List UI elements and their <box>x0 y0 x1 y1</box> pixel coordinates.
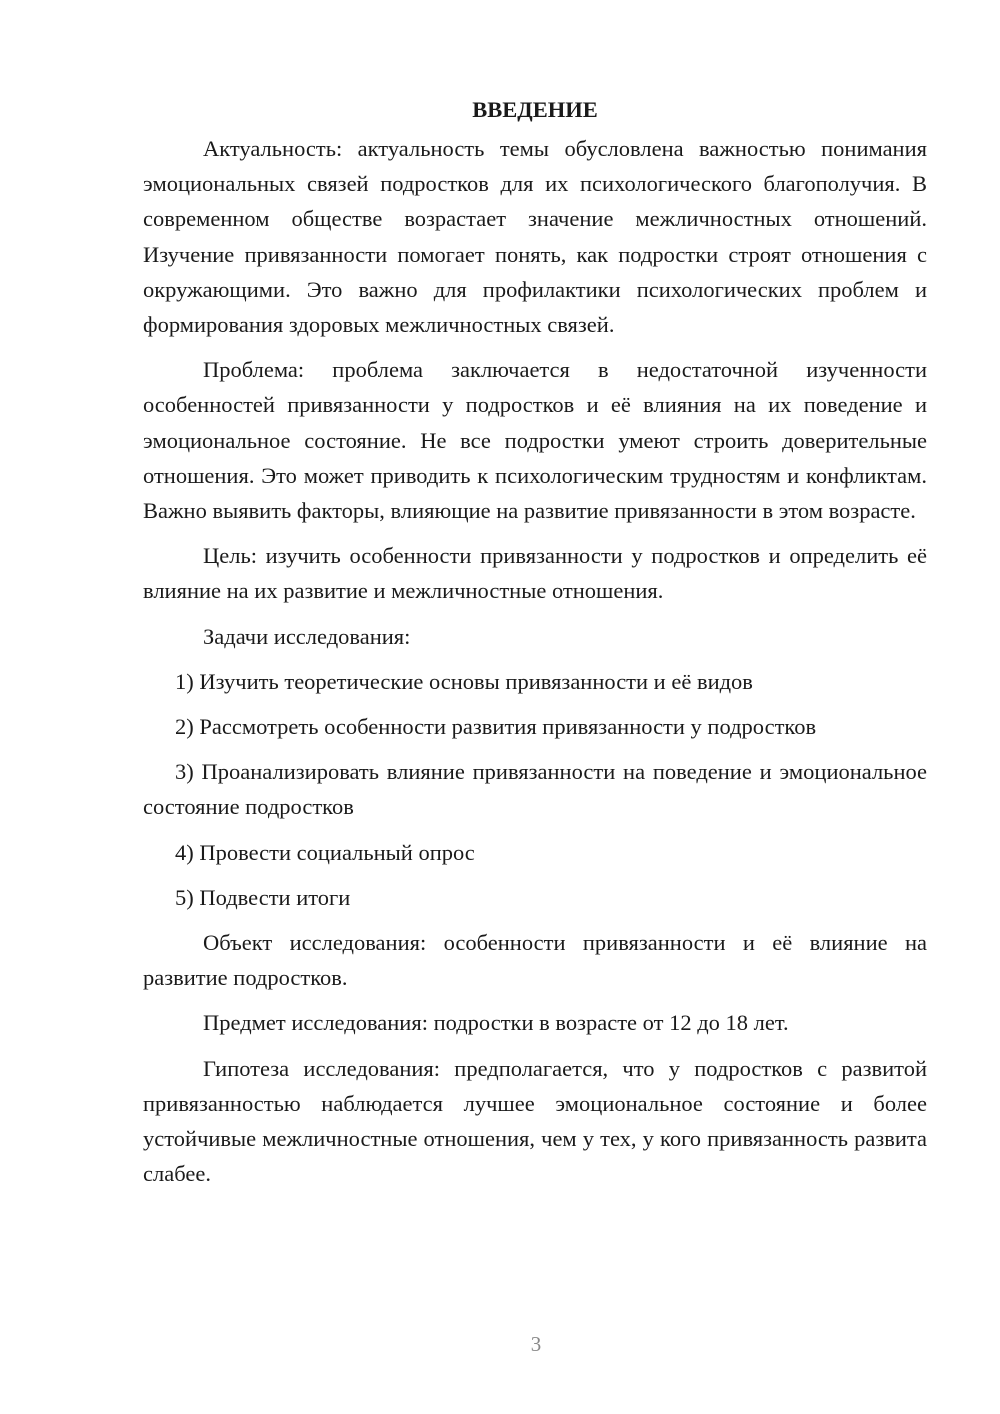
task-item-4: 4) Провести социальный опрос <box>175 839 475 865</box>
paragraph-object: Объект исследования: особенности привязанности и её влияние на развитие подростков. <box>143 930 927 991</box>
tasks-heading: Задачи исследования: <box>203 623 411 649</box>
task-item-5: 5) Подвести итоги <box>175 884 351 910</box>
paragraph-relevance: Актуальность: актуальность темы обусловлена важностью понимания эмоциональных связей подростков для их психологического благополучия. В современном обществе возрастает значение межличностных отношений. Изучение привязанности помогает понять, как подростки строят отношения с окружающими. Это важно для профилактики психологических проблем и формирования здоровых межличностных связей. <box>143 136 927 338</box>
paragraph-goal: Цель: изучить особенности привязанности у подростков и определить её влияние на их развитие и межличностные отношения. <box>143 543 927 604</box>
paragraph-problem: Проблема: проблема заключается в недостаточной изученности особенностей привязанности у подростков и её влияния на их поведение и эмоциональное состояние. Не все подростки умеют строить доверительные отношения. Это может приводить к психологическим трудностям и конфликтам. Важно выявить факторы, влияющие на развитие привязанности в этом возрасте. <box>143 357 927 524</box>
task-item-2: 2) Рассмотреть особенности развития привязанности у подростков <box>175 714 817 740</box>
task-item-1: 1) Изучить теоретические основы привязанности и её видов <box>175 668 753 694</box>
task-item-3: 3) Проанализировать влияние привязанности на поведение и эмоциональное состояние подростков <box>143 759 927 820</box>
page-content <box>143 92 927 1191</box>
page-title: ВВЕДЕНИЕ <box>472 97 598 122</box>
paragraph-subject: Предмет исследования: подростки в возрасте от 12 до 18 лет. <box>203 1010 789 1036</box>
page-number: 3 <box>530 1332 542 1356</box>
paragraph-hypothesis: Гипотеза исследования: предполагается, что у подростков с развитой привязанностью наблюдается лучшее эмоциональное состояние и более устойчивые межличностные отношения, чем у тех, у кого привязанность развита слабее. <box>143 1055 927 1187</box>
